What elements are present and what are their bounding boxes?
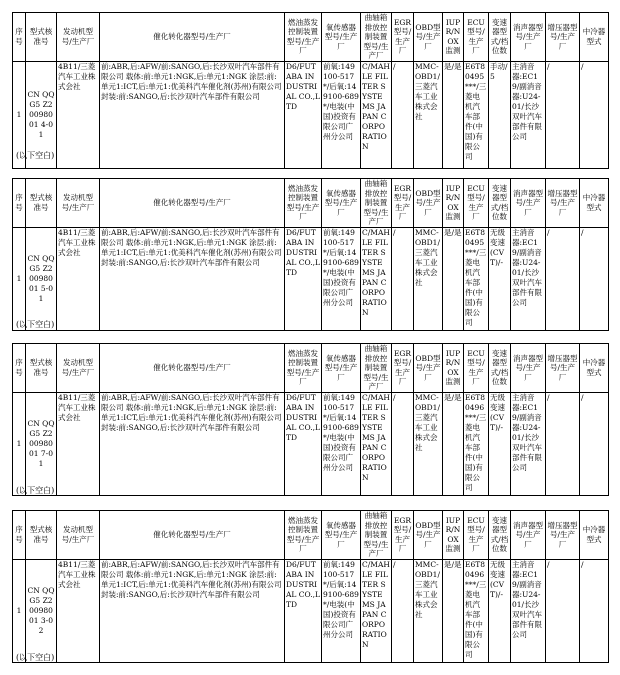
table-header-row — [13, 511, 609, 560]
header-muffler: 消声器型号/生产厂 — [511, 13, 546, 62]
cell-catalyst: 前:ABR,后:AFW/前:SANGO,后:长沙双叶汽车部件有限公司 载体:前:单元1:NGK,后:单元1:NGK 涂层:前:单元1:ICT,后:单元1:优美科汽车催化剂(苏州)有限公司 封装:前:SANGO,后:长沙双叶汽车部件有限公司 — [100, 392, 285, 495]
cell-egr: / — [392, 61, 414, 168]
header-engine: 发动机型号/生产厂 — [57, 511, 100, 560]
cell-muffler: 主消音器:EC19/副消音器:U24-01/长沙双叶汽车部件有限公司 — [511, 227, 546, 330]
header-evap: 燃油蒸发控制装置型号/生产厂 — [285, 344, 322, 393]
header-iupr: IUPR/NOX监测 — [443, 344, 464, 393]
cell-egr: / — [392, 227, 414, 330]
cell-o2: 前氧:149100-517*/后氧:149100-689*/电装(中国)投资有限公司广州分公司 — [322, 227, 361, 330]
cell-obd: MMC-OBD1/三菱汽车工业株式会社 — [414, 61, 443, 168]
cell-intercooler: / — [580, 61, 609, 168]
header-catalyst: 催化转化器型号/生产厂 — [100, 511, 285, 560]
header-crank: 曲轴箱排放控制装置型号/生产厂 — [361, 344, 392, 393]
cell-engine: 4B11/三菱汽车工业株式会社 — [57, 227, 100, 330]
cell-obd: MMC-OBD1/三菱汽车工业株式会社 — [414, 227, 443, 330]
header-ecu: ECU型号/生产厂 — [464, 344, 489, 393]
cell-model: CN QQ G5 Z2 0098001 5-01 — [26, 227, 57, 330]
header-muffler: 消声器型号/生产厂 — [511, 344, 546, 393]
header-egr: EGR型号/生产厂 — [392, 13, 414, 62]
cell-engine: 4B11/三菱汽车工业株式会社 — [57, 392, 100, 495]
table-row — [13, 559, 609, 662]
header-obd: OBD型号/生产厂 — [414, 179, 443, 228]
cell-obd: MMC-OBD1/三菱汽车工业株式会社 — [414, 559, 443, 662]
header-turbo: 增压器型号/生产厂 — [546, 511, 580, 560]
cell-iupr: 是/是 — [443, 559, 464, 662]
cell-evap: D6/FUTABA INDUSTRIAL CO.,LTD — [285, 227, 322, 330]
cell-crank: C/MAHLE FILTER SYSTEMS JAPAN CORPORATION — [361, 392, 392, 495]
header-o2: 氧传感器型号/生产厂 — [322, 13, 361, 62]
cell-trans: 手动/5 — [489, 61, 511, 168]
header-muffler: 消声器型号/生产厂 — [511, 511, 546, 560]
cell-intercooler: / — [580, 227, 609, 330]
spec-table-section-1 — [12, 12, 608, 169]
table-header-row — [13, 179, 609, 228]
header-turbo: 增压器型号/生产厂 — [546, 179, 580, 228]
cell-ecu: E6T80496***/三菱电机汽车部件(中国)有限公司 — [464, 559, 489, 662]
blank-below-note: (以下空白) — [16, 653, 55, 662]
cell-trans: 无级变速(CVT)/- — [489, 227, 511, 330]
cell-turbo: / — [546, 559, 580, 662]
header-intercooler: 中冷器型式 — [580, 511, 609, 560]
header-trans: 变速器型式/档位数 — [489, 511, 511, 560]
cell-model: CN QQ G5 Z2 0098001 4-01 — [26, 61, 57, 168]
header-evap: 燃油蒸发控制装置型号/生产厂 — [285, 179, 322, 228]
cell-muffler: 主消音器:EC19/副消音器:U24-01/长沙双叶汽车部件有限公司 — [511, 61, 546, 168]
header-obd: OBD型号/生产厂 — [414, 344, 443, 393]
header-turbo: 增压器型号/生产厂 — [546, 13, 580, 62]
table-row — [13, 392, 609, 495]
header-iupr: IUPR/NOX监测 — [443, 179, 464, 228]
header-iupr: IUPR/NOX监测 — [443, 13, 464, 62]
header-seq: 序号 — [13, 344, 26, 393]
cell-obd: MMC-OBD1/三菱汽车工业株式会社 — [414, 392, 443, 495]
header-crank: 曲轴箱排放控制装置型号/生产厂 — [361, 13, 392, 62]
spec-table-section-3 — [12, 343, 608, 496]
spec-table — [12, 343, 609, 496]
header-o2: 氧传感器型号/生产厂 — [322, 344, 361, 393]
header-seq: 序号 — [13, 13, 26, 62]
cell-crank: C/MAHLE FILTER SYSTEMS JAPAN CORPORATION — [361, 559, 392, 662]
header-o2: 氧传感器型号/生产厂 — [322, 179, 361, 228]
cell-ecu: E6T80495***/三菱电机汽车部件(中国)有限公司 — [464, 61, 489, 168]
cell-evap: D6/FUTABA INDUSTRIAL CO.,LTD — [285, 559, 322, 662]
table-row — [13, 61, 609, 168]
header-engine: 发动机型号/生产厂 — [57, 344, 100, 393]
cell-turbo: / — [546, 392, 580, 495]
cell-seq: 1 — [13, 559, 26, 662]
header-model: 型式核准号 — [26, 344, 57, 393]
header-seq: 序号 — [13, 511, 26, 560]
cell-iupr: 是/是 — [443, 392, 464, 495]
header-model: 型式核准号 — [26, 13, 57, 62]
spec-table-section-2 — [12, 178, 608, 331]
cell-evap: D6/FUTABA INDUSTRIAL CO.,LTD — [285, 61, 322, 168]
cell-turbo: / — [546, 61, 580, 168]
cell-engine: 4B11/三菱汽车工业株式会社 — [57, 61, 100, 168]
header-seq: 序号 — [13, 179, 26, 228]
cell-seq: 1 — [13, 61, 26, 168]
cell-model: CN QQ G5 Z2 0098001 7-01 — [26, 392, 57, 495]
cell-model: CN QQ G5 Z2 0098001 3-02 — [26, 559, 57, 662]
blank-below-note: (以下空白) — [16, 151, 55, 160]
cell-catalyst: 前:ABR,后:AFW/前:SANGO,后:长沙双叶汽车部件有限公司 载体:前:单元1:NGK,后:单元1:NGK 涂层:前:单元1:ICT,后:单元1:优美科汽车催化剂(苏州)有限公司 封装:前:SANGO,后:长沙双叶汽车部件有限公司 — [100, 61, 285, 168]
spec-table — [12, 510, 609, 663]
header-intercooler: 中冷器型式 — [580, 344, 609, 393]
header-muffler: 消声器型号/生产厂 — [511, 179, 546, 228]
header-ecu: ECU型号/生产厂 — [464, 13, 489, 62]
header-evap: 燃油蒸发控制装置型号/生产厂 — [285, 511, 322, 560]
cell-catalyst: 前:ABR,后:AFW/前:SANGO,后:长沙双叶汽车部件有限公司 载体:前:单元1:NGK,后:单元1:NGK 涂层:前:单元1:ICT,后:单元1:优美科汽车催化剂(苏州)有限公司 封装:前:SANGO,后:长沙双叶汽车部件有限公司 — [100, 227, 285, 330]
header-egr: EGR型号/生产厂 — [392, 179, 414, 228]
header-catalyst: 催化转化器型号/生产厂 — [100, 179, 285, 228]
cell-evap: D6/FUTABA INDUSTRIAL CO.,LTD — [285, 392, 322, 495]
cell-crank: C/MAHLE FILTER SYSTEMS JAPAN CORPORATION — [361, 227, 392, 330]
cell-engine: 4B11/三菱汽车工业株式会社 — [57, 559, 100, 662]
header-catalyst: 催化转化器型号/生产厂 — [100, 344, 285, 393]
header-trans: 变速器型式/档位数 — [489, 13, 511, 62]
header-iupr: IUPR/NOX监测 — [443, 511, 464, 560]
header-turbo: 增压器型号/生产厂 — [546, 344, 580, 393]
header-obd: OBD型号/生产厂 — [414, 13, 443, 62]
cell-trans: 无级变速(CVT)/- — [489, 392, 511, 495]
cell-trans: 无级变速(CVT)/- — [489, 559, 511, 662]
cell-o2: 前氧:149100-517*/后氧:149100-689*/电装(中国)投资有限公司广州分公司 — [322, 61, 361, 168]
cell-iupr: 是/是 — [443, 227, 464, 330]
table-row — [13, 227, 609, 330]
header-crank: 曲轴箱排放控制装置型号/生产厂 — [361, 511, 392, 560]
header-model: 型式核准号 — [26, 179, 57, 228]
header-egr: EGR型号/生产厂 — [392, 344, 414, 393]
header-egr: EGR型号/生产厂 — [392, 511, 414, 560]
cell-iupr: 是/是 — [443, 61, 464, 168]
header-intercooler: 中冷器型式 — [580, 13, 609, 62]
header-obd: OBD型号/生产厂 — [414, 511, 443, 560]
cell-o2: 前氧:149100-517*/后氧:149100-689*/电装(中国)投资有限公司广州分公司 — [322, 392, 361, 495]
cell-ecu: E6T80495***/三菱电机汽车部件(中国)有限公司 — [464, 227, 489, 330]
table-header-row — [13, 344, 609, 393]
cell-o2: 前氧:149100-517*/后氧:149100-689*/电装(中国)投资有限公司广州分公司 — [322, 559, 361, 662]
cell-intercooler: / — [580, 392, 609, 495]
cell-turbo: / — [546, 227, 580, 330]
spec-table-section-4 — [12, 510, 608, 663]
cell-seq: 1 — [13, 227, 26, 330]
header-evap: 燃油蒸发控制装置型号/生产厂 — [285, 13, 322, 62]
header-ecu: ECU型号/生产厂 — [464, 179, 489, 228]
cell-seq: 1 — [13, 392, 26, 495]
table-header-row — [13, 13, 609, 62]
cell-egr: / — [392, 559, 414, 662]
header-model: 型式核准号 — [26, 511, 57, 560]
header-crank: 曲轴箱排放控制装置型号/生产厂 — [361, 179, 392, 228]
header-o2: 氧传感器型号/生产厂 — [322, 511, 361, 560]
spec-table — [12, 12, 609, 169]
cell-crank: C/MAHLE FILTER SYSTEMS JAPAN CORPORATION — [361, 61, 392, 168]
cell-intercooler: / — [580, 559, 609, 662]
header-engine: 发动机型号/生产厂 — [57, 179, 100, 228]
blank-below-note: (以下空白) — [16, 486, 55, 495]
blank-below-note: (以下空白) — [16, 320, 55, 329]
header-trans: 变速器型式/档位数 — [489, 179, 511, 228]
header-catalyst: 催化转化器型号/生产厂 — [100, 13, 285, 62]
header-intercooler: 中冷器型式 — [580, 179, 609, 228]
cell-muffler: 主消音器:EC19/副消音器:U24-01/长沙双叶汽车部件有限公司 — [511, 392, 546, 495]
cell-catalyst: 前:ABR,后:AFW/前:SANGO,后:长沙双叶汽车部件有限公司 载体:前:单元1:NGK,后:单元1:NGK 涂层:前:单元1:ICT,后:单元1:优美科汽车催化剂(苏州)有限公司 封装:前:SANGO,后:长沙双叶汽车部件有限公司 — [100, 559, 285, 662]
header-ecu: ECU型号/生产厂 — [464, 511, 489, 560]
header-engine: 发动机型号/生产厂 — [57, 13, 100, 62]
cell-muffler: 主消音器:EC19/副消音器:U24-01/长沙双叶汽车部件有限公司 — [511, 559, 546, 662]
spec-table — [12, 178, 609, 331]
cell-ecu: E6T80496***/三菱电机汽车部件(中国)有限公司 — [464, 392, 489, 495]
cell-egr: / — [392, 392, 414, 495]
header-trans: 变速器型式/档位数 — [489, 344, 511, 393]
